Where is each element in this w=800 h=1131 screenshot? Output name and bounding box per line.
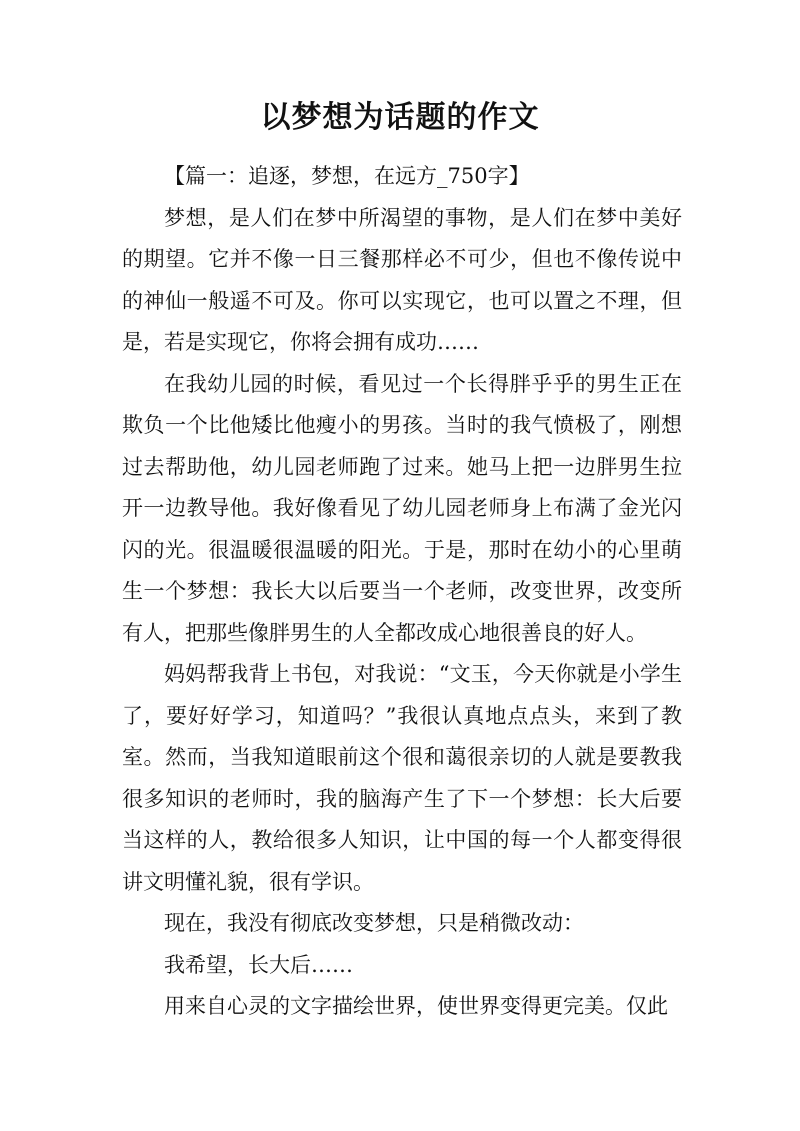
paragraph-1: 梦想，是人们在梦中所渴望的事物，是人们在梦中美好的期望。它并不像一日三餐那样必不可少，但也不像传说中的神仙一般遥不可及。你可以实现它，也可以置之不理，但是，若是实现它，你将会拥有成功…… [122,205,682,354]
paragraph-4: 现在，我没有彻底改变梦想，只是稍微改动： [164,911,584,935]
paragraph-5: 我希望，长大后…… [164,952,353,977]
document-title: 以梦想为话题的作文 [260,100,540,135]
section-heading: 【篇一：追逐，梦想，在远方_750字】 [164,164,530,188]
paragraph-3: 妈妈帮我背上书包，对我说：“文玉，今天你就是小学生了，要好好学习，知道吗？”我很认真地点点头，来到了教室。然而，当我知道眼前这个很和蔼很亲切的人就是要教我很多知识的老师时，我的脑海产生了下一个梦想：长大后要当这样的人，教给很多人知识，让中国的每一个人都变得很讲文明懂礼貌，很有学识。 [122,662,682,894]
document-body [122,156,682,1028]
paragraph-2: 在我幼儿园的时候，看见过一个长得胖乎乎的男生正在欺负一个比他矮比他瘦小的男孩。当时的我气愤极了，刚想过去帮助他，幼儿园老师跑了过来。她马上把一边胖男生拉开一边教导他。我好像看见了幼儿园老师身上布满了金光闪闪的光。很温暖很温暖的阳光。于是，那时在幼小的心里萌生一个梦想：我长大以后要当一个老师，改变世界，改变所有人，把那些像胖男生的人全都改成心地很善良的好人。 [122,371,682,645]
paragraph-6: 用来自心灵的文字描绘世界，使世界变得更完美。仅此 [164,994,668,1018]
